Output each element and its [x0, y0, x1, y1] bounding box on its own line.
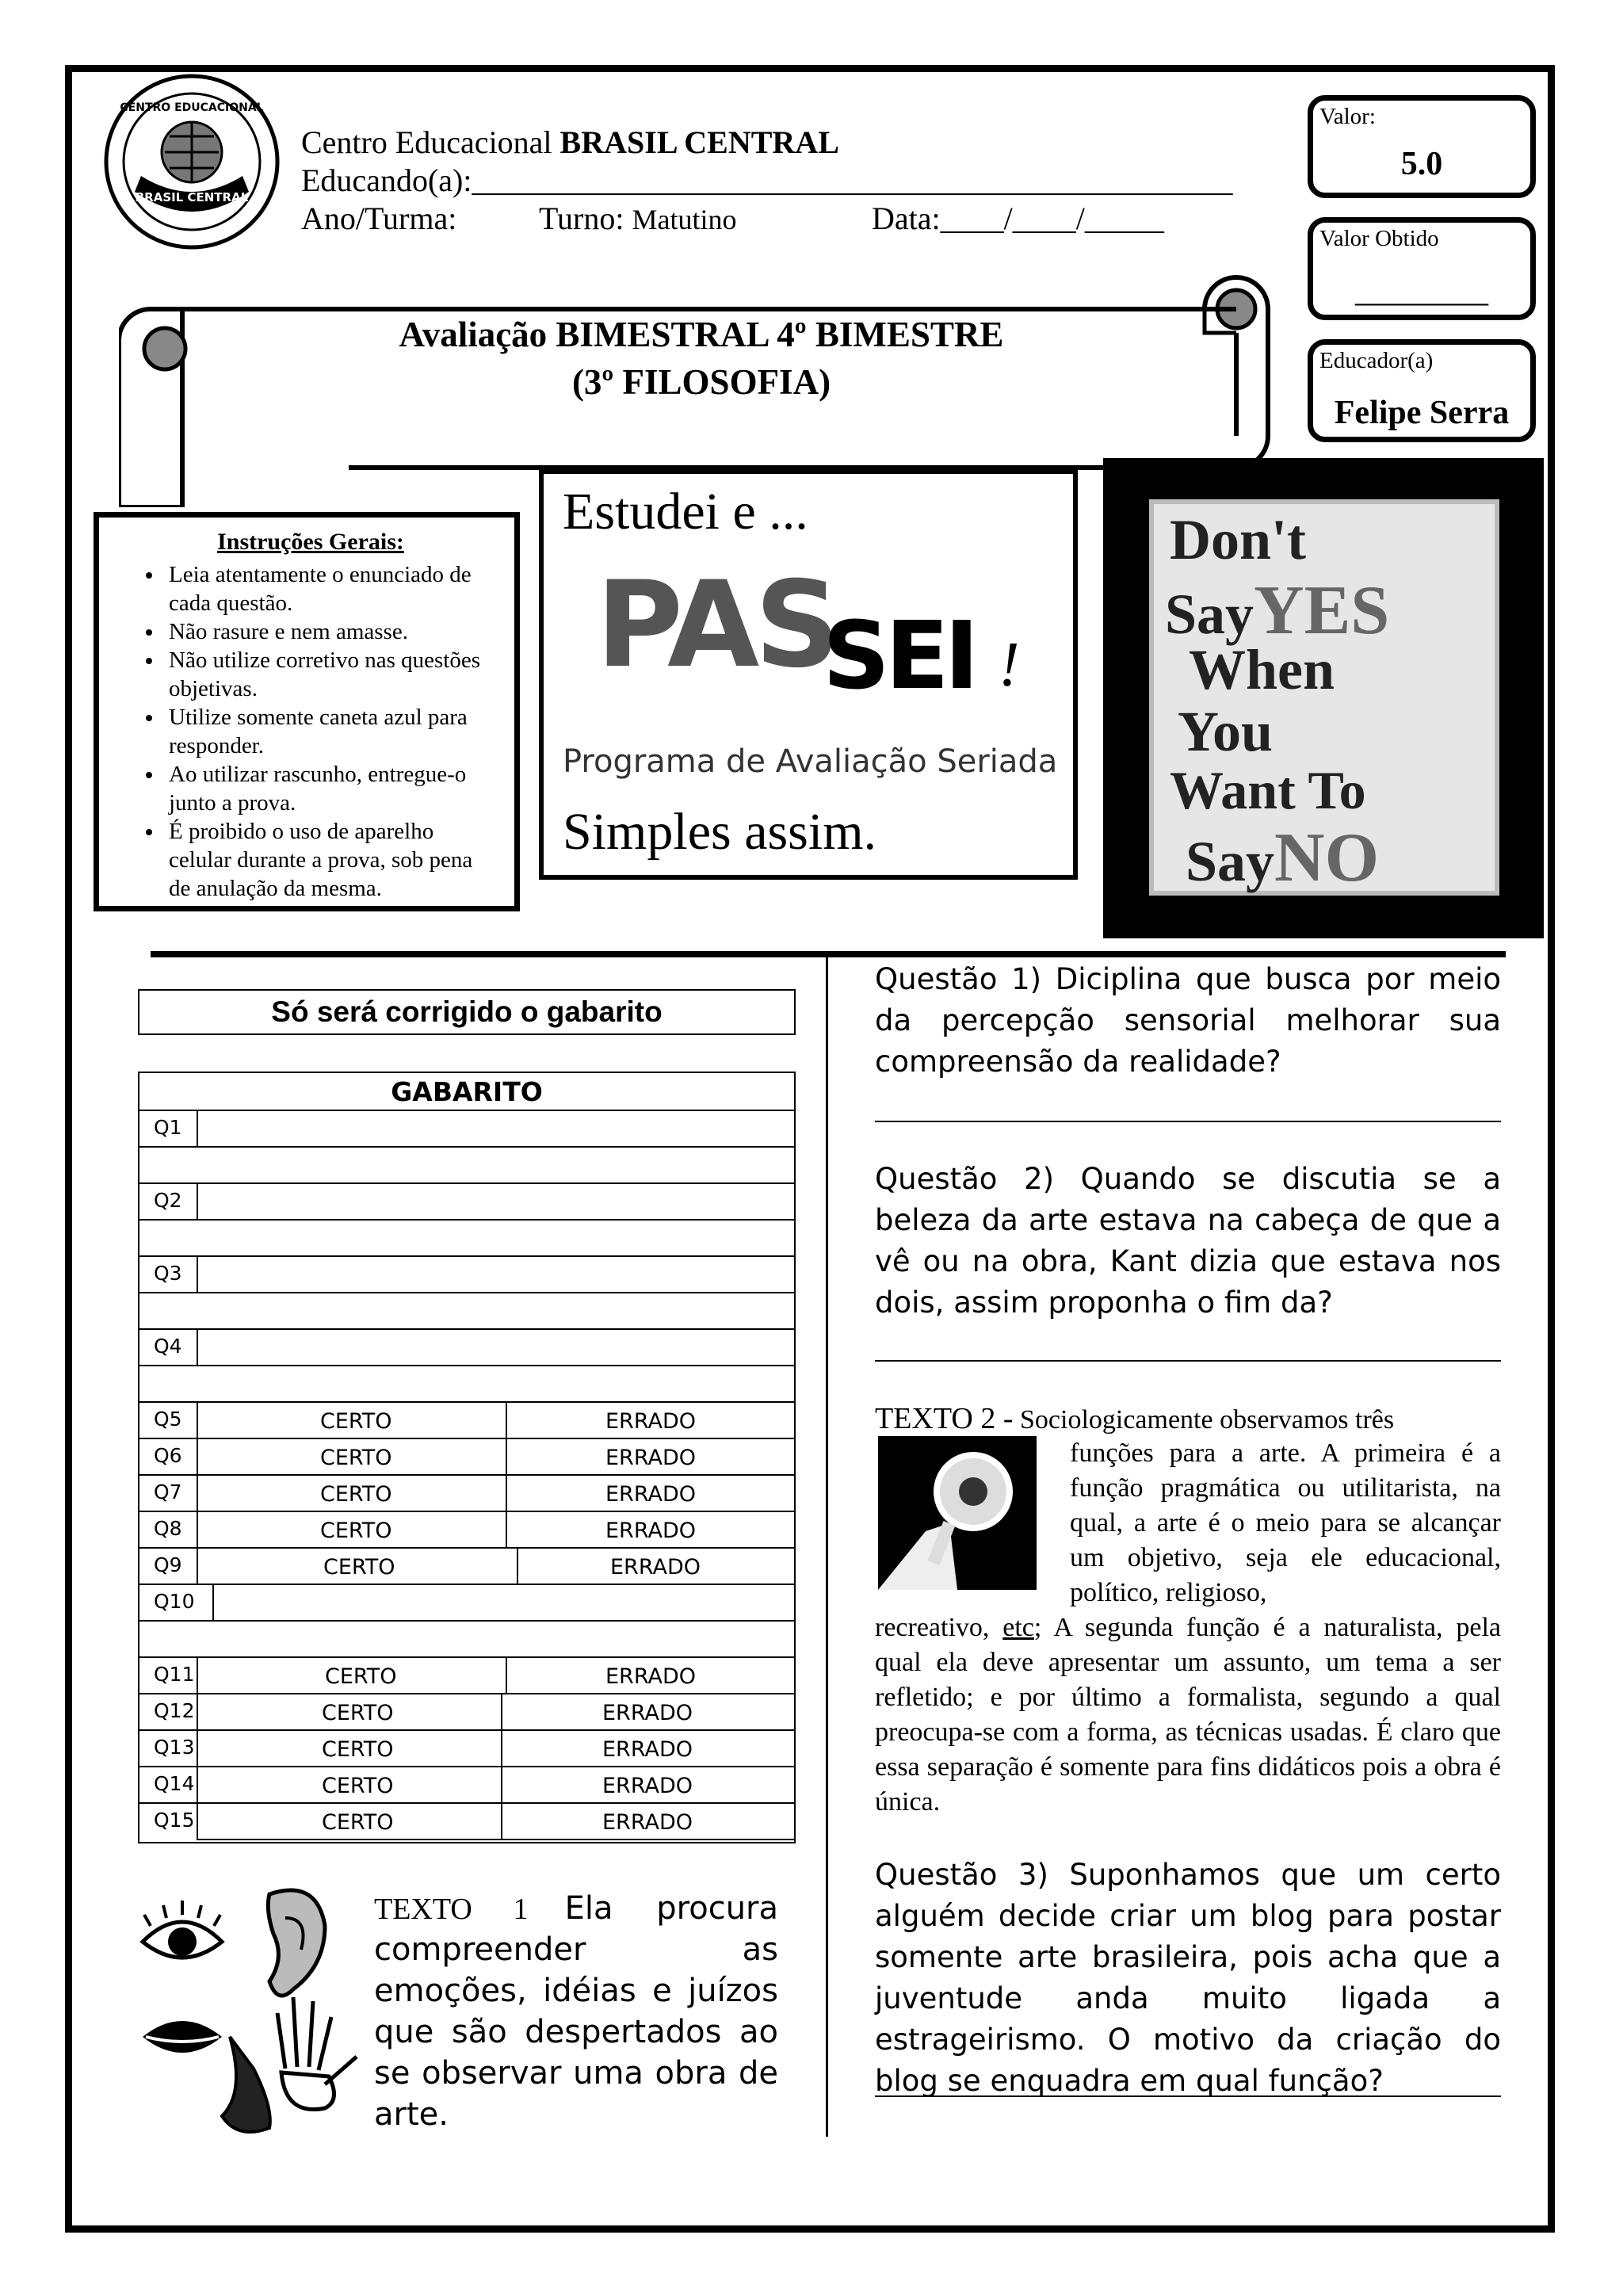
- poster-say: Say: [1165, 583, 1254, 646]
- school-name: BRASIL CENTRAL: [559, 124, 839, 160]
- gabarito-row-q11: [139, 1656, 794, 1693]
- class-field[interactable]: Ano/Turma:: [301, 201, 457, 236]
- texto2-rest: [875, 1610, 1501, 1820]
- instruction-item: • Utilize somente caneta azul para responder.: [164, 703, 498, 760]
- question-label: Q14: [154, 1772, 195, 1795]
- gabarito-row-q12: [139, 1693, 794, 1729]
- texto1-block: [374, 1888, 778, 2135]
- question-label: Q15: [154, 1809, 195, 1832]
- certo-option-q11[interactable]: [197, 1656, 507, 1694]
- answer-field-q3[interactable]: [197, 1255, 796, 1293]
- errado-label: ERRADO: [602, 1737, 693, 1762]
- errado-option-q7[interactable]: [506, 1474, 796, 1512]
- gabarito-row-q6: [139, 1438, 794, 1474]
- errado-option-q6[interactable]: [506, 1438, 796, 1476]
- question-label: Q10: [154, 1590, 195, 1613]
- student-field[interactable]: Educando(a):________________________________________________: [301, 162, 1233, 198]
- errado-option-q13[interactable]: [501, 1729, 796, 1767]
- certo-option-q14[interactable]: [197, 1766, 502, 1804]
- gabarito-blank-row: [139, 1620, 794, 1656]
- question-label: Q9: [154, 1553, 182, 1576]
- shift-value: Matutino: [632, 204, 737, 235]
- texto2-first: Sociologicamente observamos três: [1020, 1405, 1395, 1435]
- school-prefix: Centro Educacional: [301, 124, 560, 160]
- exam-subject: (3º FILOSOFIA): [571, 362, 831, 402]
- errado-option-q5[interactable]: [506, 1401, 796, 1439]
- certo-option-q7[interactable]: [197, 1474, 507, 1512]
- value-amount: 5.0: [1400, 146, 1443, 182]
- certo-label: CERTO: [322, 1737, 394, 1762]
- certo-label: CERTO: [325, 1664, 397, 1689]
- gabarito-row-q9: [139, 1547, 794, 1584]
- errado-label: ERRADO: [605, 1409, 696, 1434]
- errado-label: ERRADO: [602, 1810, 693, 1835]
- obtained-field[interactable]: ________: [1355, 273, 1488, 309]
- passei-box: [539, 469, 1078, 880]
- sei-logo-text: SEI: [823, 601, 975, 710]
- shift-label: Turno:: [539, 201, 632, 236]
- question-label: Q11: [154, 1663, 195, 1686]
- passei-bottom-text: Simples assim.: [563, 803, 877, 861]
- gabarito-row-q1: [139, 1110, 794, 1146]
- gabarito-row-q13: [139, 1729, 794, 1766]
- column-divider: [826, 957, 828, 2137]
- gabarito-blank-row: [139, 1219, 794, 1255]
- certo-option-q12[interactable]: [197, 1693, 502, 1731]
- errado-label: ERRADO: [602, 1701, 693, 1725]
- educator-name: Felipe Serra: [1334, 395, 1510, 431]
- answer-field-q4[interactable]: [197, 1328, 796, 1366]
- poster-no: NO: [1274, 819, 1380, 896]
- question-1: Questão 1) Diciplina que busca por meio da percepção sensorial melhorar sua compreensão da realidade?: [875, 962, 1501, 1079]
- poster-line1: Don't: [1170, 508, 1307, 571]
- instruction-item: • Ao utilizar rascunho, entregue-o junto a prova.: [164, 760, 498, 817]
- educator-box: [1308, 339, 1536, 442]
- question-label: Q12: [154, 1699, 195, 1722]
- certo-option-q6[interactable]: [197, 1438, 507, 1476]
- gabarito-notice: Só será corrigido o gabarito: [138, 989, 796, 1035]
- value-label: Valor:: [1319, 104, 1376, 129]
- answer-field-q2[interactable]: [197, 1182, 796, 1221]
- certo-option-q8[interactable]: [197, 1511, 507, 1549]
- question-3: Questão 3) Suponhamos que um certo alguém decide criar um blog para postar somente arte brasileira, pois acha que a juventude anda muito ligada a estrageirismo. O motivo da criação do blog se enquadra em qual função?: [875, 1858, 1501, 2098]
- gabarito-row-q3: [139, 1255, 794, 1292]
- question-label: Q2: [154, 1189, 182, 1212]
- gabarito-blank-row: [139, 1365, 794, 1401]
- gabarito-row-q4: [139, 1328, 794, 1365]
- section-divider: [151, 951, 1506, 957]
- certo-label: CERTO: [320, 1519, 392, 1543]
- certo-label: CERTO: [322, 1701, 394, 1725]
- dont-say-yes-poster: [1103, 458, 1544, 938]
- texto2-side: funções para a arte. A primeira é a função pragmática ou utilitarista, na qual, a arte é o meio para se alcançar um objetivo, seja ele educacional, político, religioso,: [1070, 1438, 1501, 1607]
- question-label: Q13: [154, 1736, 195, 1759]
- gabarito-row-q10: [139, 1584, 794, 1620]
- school-logo: [103, 73, 281, 250]
- certo-option-q15[interactable]: [197, 1802, 502, 1840]
- answer-field-q10[interactable]: [212, 1584, 796, 1622]
- poster-yes: YES: [1254, 572, 1390, 649]
- certo-label: CERTO: [320, 1482, 392, 1507]
- instruction-item: • Não rasure e nem amasse.: [164, 617, 498, 646]
- passei-top-text: Estudei e ...: [563, 483, 808, 541]
- poster-line6: [1186, 818, 1379, 898]
- obtained-box: [1308, 217, 1536, 320]
- errado-option-q11[interactable]: [506, 1656, 796, 1694]
- errado-label: ERRADO: [605, 1664, 696, 1689]
- gabarito-table: [138, 1072, 796, 1843]
- texto1-label: TEXTO 1: [374, 1893, 529, 1926]
- texto2-first-line: [875, 1401, 1501, 1438]
- errado-label: ERRADO: [605, 1519, 696, 1543]
- gabarito-row-q14: [139, 1766, 794, 1802]
- value-box: [1308, 95, 1536, 198]
- errado-option-q14[interactable]: [501, 1766, 796, 1804]
- shift-field: [539, 200, 736, 239]
- texto2-etc: etc: [1002, 1613, 1034, 1642]
- instructions-list: [123, 560, 498, 903]
- certo-option-q9[interactable]: [197, 1547, 518, 1585]
- question-label: Q3: [154, 1262, 182, 1285]
- lips-icon: [143, 2021, 222, 2053]
- errado-option-q8[interactable]: [506, 1511, 796, 1549]
- question-label: Q7: [154, 1480, 182, 1503]
- question-label: Q8: [154, 1517, 182, 1540]
- instructions-title: Instruções Gerais:: [217, 529, 404, 555]
- answer-line-q3[interactable]: [875, 2095, 1501, 2097]
- errado-option-q9[interactable]: [517, 1547, 796, 1585]
- poster-paper: [1149, 499, 1499, 896]
- certo-label: CERTO: [323, 1555, 395, 1580]
- gabarito-row-q2: [139, 1182, 794, 1219]
- exam-title: Avaliação BIMESTRAL 4º BIMESTRE: [399, 315, 1004, 354]
- question-label: Q6: [154, 1444, 182, 1467]
- texto2-rest-text: ; A segunda função é a naturalista, pela qual ela deve apresentar um assunto, um tema a ser refletido; e por último a formalista, segundo a qual preocupa-se com a forma, as técnicas usadas. É claro que essa separação é somente para fins didáticos pois a obra é única.: [875, 1613, 1501, 1817]
- certo-option-q13[interactable]: [197, 1729, 502, 1767]
- poster-say-2: Say: [1186, 830, 1275, 893]
- date-field[interactable]: Data:____/____/_____: [872, 201, 1164, 236]
- gabarito-blank-row: [139, 1292, 794, 1328]
- certo-option-q5[interactable]: [197, 1401, 507, 1439]
- certo-label: CERTO: [322, 1774, 394, 1798]
- gabarito-row-q8: [139, 1511, 794, 1547]
- instruction-item: • Não utilize corretivo nas questões objetivas.: [164, 646, 498, 703]
- certo-label: CERTO: [322, 1810, 394, 1835]
- eye-icon: [143, 1901, 222, 1958]
- passei-subtitle: Programa de Avaliação Seriada: [563, 743, 1058, 780]
- logo-bottom-text: BRASIL CENTRAL: [135, 190, 249, 204]
- pas-logo-text: PAS: [596, 556, 836, 694]
- texto2-rest-pre: recreativo,: [875, 1613, 1003, 1642]
- gabarito-blank-row: [139, 1146, 794, 1182]
- gabarito-row-q15: [139, 1802, 794, 1839]
- question-label: Q5: [154, 1408, 182, 1431]
- poster-line3: When: [1189, 638, 1335, 701]
- answer-line-q1[interactable]: [875, 1121, 1501, 1122]
- instruction-item: • Leia atentamente o enunciado de cada questão.: [164, 560, 498, 617]
- texto2-label: TEXTO 2 -: [875, 1402, 1014, 1435]
- answer-field-q1[interactable]: [197, 1110, 796, 1148]
- poster-line4: You: [1178, 700, 1274, 763]
- gabarito-row-q7: [139, 1474, 794, 1511]
- errado-label: ERRADO: [605, 1482, 696, 1507]
- errado-option-q12[interactable]: [501, 1693, 796, 1731]
- educator-label: Educador(a): [1319, 348, 1434, 373]
- errado-label: ERRADO: [605, 1446, 696, 1470]
- passei-exclaim: !: [999, 630, 1020, 700]
- magnifier-photo: [878, 1436, 1037, 1590]
- texto1-body: Ela procura compreender as emoções, idéias e juízos que são despertados ao se observar uma obra de arte.: [374, 1890, 779, 2133]
- obtained-label: Valor Obtido: [1319, 226, 1439, 251]
- hand-icon: [277, 1997, 357, 2110]
- logo-top-text: CENTRO EDUCACIONAL: [120, 101, 264, 114]
- senses-illustration: [135, 1878, 365, 2140]
- certo-label: CERTO: [320, 1446, 392, 1470]
- nose-icon: [222, 2037, 270, 2132]
- school-name-line: [301, 124, 839, 162]
- gabarito-title: GABARITO: [391, 1076, 543, 1107]
- instruction-item: • É proibido o uso de aparelho celular durante a prova, sob pena de anulação da mesma.: [164, 817, 498, 903]
- answer-line-q2[interactable]: [875, 1360, 1501, 1362]
- errado-label: ERRADO: [602, 1774, 693, 1798]
- question-label: Q1: [154, 1116, 182, 1139]
- question-label: Q4: [154, 1335, 182, 1358]
- question-2: Questão 2) Quando se discutia se a beleza da arte estava na cabeça de que a vê ou na obra, Kant dizia que estava nos dois, assim proponha o fim da?: [875, 1162, 1501, 1320]
- errado-label: ERRADO: [610, 1555, 701, 1580]
- ear-icon: [268, 1890, 325, 1996]
- instructions-box: [94, 512, 520, 911]
- gabarito-row-q5: [139, 1401, 794, 1438]
- certo-label: CERTO: [320, 1409, 392, 1434]
- poster-line5: Want To: [1170, 760, 1366, 820]
- errado-option-q15[interactable]: [501, 1802, 796, 1840]
